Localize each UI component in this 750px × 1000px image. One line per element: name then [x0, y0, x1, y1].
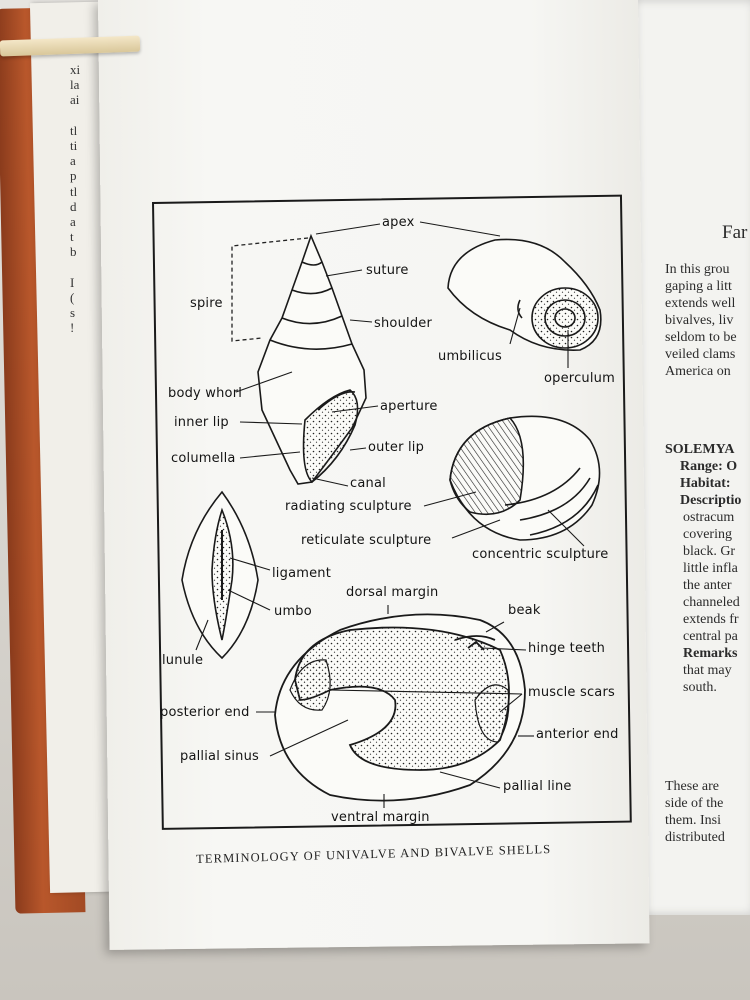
label-posterior-end: posterior end	[160, 705, 250, 720]
label-operculum: operculum	[544, 371, 615, 386]
text-line: the anter	[683, 578, 732, 593]
text-line: ostracum	[683, 510, 735, 525]
text-line: extends well	[665, 296, 736, 311]
text-line: America on	[665, 364, 731, 379]
margin-letter: (	[70, 290, 75, 306]
label-aperture: aperture	[380, 399, 438, 414]
text-line: central pa	[683, 629, 738, 644]
margin-letter: tl	[70, 183, 78, 199]
bivalve-exterior-drawing	[182, 492, 258, 658]
margin-letter: a	[70, 153, 76, 169]
label-suture: suture	[366, 263, 409, 278]
label-inner-lip: inner lip	[174, 415, 229, 430]
text-line: channeled	[683, 595, 740, 610]
text-line: These are	[665, 779, 720, 794]
text-line: that may	[683, 663, 732, 678]
text-line: black. Gr	[683, 544, 736, 559]
entry-heading: SOLEMYA	[665, 442, 735, 457]
margin-letter: t	[70, 229, 74, 245]
text-line: Range: O	[680, 459, 738, 474]
sculptured-clam-drawing	[450, 416, 600, 540]
label-ventral-margin: ventral margin	[331, 810, 430, 825]
text-line: bivalves, liv	[665, 313, 734, 328]
label-shoulder: shoulder	[374, 316, 433, 331]
label-apex: apex	[382, 215, 415, 230]
margin-letter: s	[70, 305, 76, 321]
text-line: little infla	[683, 561, 738, 576]
text-line: veiled clams	[665, 347, 736, 362]
label-lunule: lunule	[162, 653, 204, 668]
label-anterior-end: anterior end	[536, 727, 619, 742]
figure-caption: TERMINOLOGY OF UNIVALVE AND BIVALVE SHELLS	[196, 842, 552, 866]
text-line: gaping a litt	[665, 279, 732, 294]
margin-letter: I	[70, 274, 75, 290]
label-umbilicus: umbilicus	[438, 349, 502, 364]
text-line: south.	[683, 680, 717, 695]
margin-letter: d	[70, 198, 77, 214]
label-ligament: ligament	[272, 566, 332, 581]
margin-letter: la	[70, 77, 80, 93]
text-line: distributed	[665, 830, 725, 845]
label-pallial-sinus: pallial sinus	[180, 749, 260, 764]
label-canal: canal	[350, 476, 386, 491]
label-beak: beak	[508, 603, 541, 618]
margin-letter: b	[70, 244, 77, 260]
label-columella: columella	[171, 451, 236, 466]
margin-letter: tl	[70, 122, 78, 138]
margin-letter: p	[70, 168, 77, 184]
label-radiating-sculpture: radiating sculpture	[285, 499, 412, 514]
facing-page-title: Far	[722, 222, 748, 243]
label-spire: spire	[190, 296, 223, 311]
label-pallial-line: pallial line	[503, 779, 572, 794]
text-line: covering	[683, 527, 732, 542]
label-umbo: umbo	[274, 604, 312, 619]
label-outer-lip: outer lip	[368, 440, 425, 455]
moon-snail-drawing	[448, 239, 601, 350]
margin-letter: !	[70, 320, 75, 336]
label-hinge-teeth: hinge teeth	[528, 641, 606, 656]
text-line: Remarks	[683, 646, 738, 661]
univalve-shell-drawing	[258, 236, 366, 484]
label-reticulate-sculpture: reticulate sculpture	[301, 533, 432, 548]
label-muscle-scars: muscle scars	[528, 685, 615, 700]
text-line: Descriptio	[680, 493, 742, 508]
label-concentric-sculpture: concentric sculpture	[472, 547, 609, 562]
margin-letter: a	[70, 214, 76, 230]
text-line: Habitat:	[680, 476, 731, 491]
label-dorsal-margin: dorsal margin	[346, 585, 439, 600]
bivalve-interior-drawing	[275, 614, 525, 800]
text-line: them. Insi	[665, 813, 721, 828]
label-body-whorl: body whorl	[168, 386, 243, 401]
margin-letter: ti	[70, 138, 78, 154]
margin-letter: ai	[70, 92, 80, 108]
margin-letter: xi	[70, 62, 81, 77]
text-line: side of the	[665, 796, 724, 811]
text-line: In this grou	[665, 262, 730, 277]
text-line: extends fr	[683, 612, 739, 627]
text-line: seldom to be	[665, 330, 737, 345]
